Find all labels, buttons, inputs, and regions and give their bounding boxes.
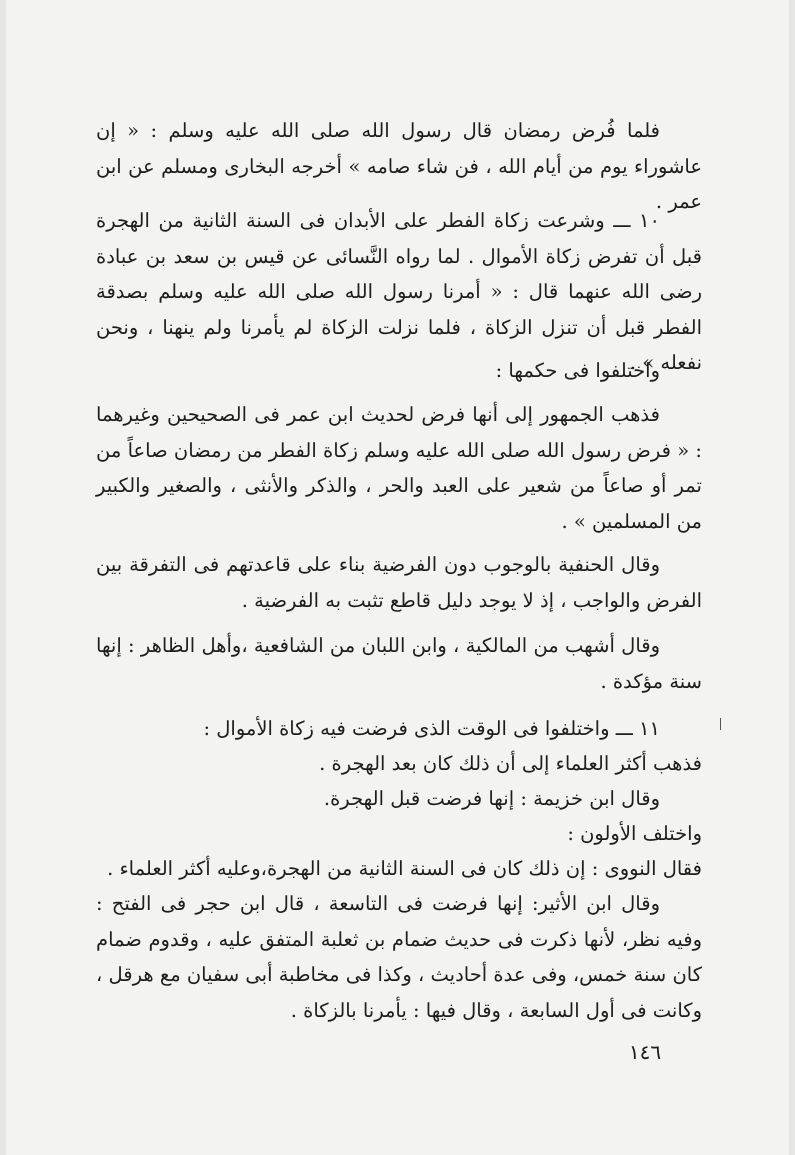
paragraph-hanafi-opinion: وقال الحنفية بالوجوب دون الفرضية بناء على قاعدتهم فى التفرقة بين الفرض والواجب ، إذ لا يوجد دليل قاطع تثبت به الفرضية . bbox=[96, 553, 702, 612]
paragraph-ruling-dispute-heading: واختلفوا فى حكمها : bbox=[495, 359, 660, 382]
paragraph-ibn-al-athir-opinion: وقال ابن الأثير: إنها فرضت فى التاسعة ، قال ابن حجر فى الفتح : وفيه نظر، لأنها ذكرت فى حديث ضمام بن ثعلبة المتفق عليه ، وقدوم ضمام كان سنة خمس، وفى عدة أحاديث ، وكذا فى مخاطبة أبى سفيان مع هرقل ، وكانت فى أول السابعة ، وقال فيها : يأمرنا بالزكاة . bbox=[96, 892, 702, 1022]
line-time-of-zakat-heading: ١١ ـــ واختلفوا فى الوقت الذى فرضت فيه زكاة الأموال : bbox=[203, 717, 660, 740]
line-nawawi-opinion: فقال النووى : إن ذلك كان فى السنة الثانية من الهجرة،وعليه أكثر العلماء . bbox=[107, 857, 702, 880]
scan-edge-right bbox=[789, 0, 795, 1155]
paragraph-majority-opinion: فذهب الجمهور إلى أنها فرض لحديث ابن عمر فى الصحيحين وغيرهما : « فرض رسول الله صلى الله عليه وسلم زكاة الفطر من رمضان صاعاً من تمر أو صاعاً من شعير على العبد والحر ، والذكر والأنثى ، والصغير والكبير من المسلمين » . bbox=[96, 403, 702, 533]
scan-edge-left bbox=[0, 0, 6, 1155]
line-ibn-khuzayma: وقال ابن خزيمة : إنها فرضت قبل الهجرة. bbox=[323, 787, 660, 810]
line-majority-after-hijra: فذهب أكثر العلماء إلى أن ذلك كان بعد الهجرة . bbox=[319, 752, 702, 775]
paragraph-ashhab-opinion: وقال أشهب من المالكية ، وابن اللبان من الشافعية ،وأهل الظاهر : إنها سنة مؤكدة . bbox=[96, 634, 702, 693]
margin-mark bbox=[720, 718, 721, 730]
page-number: ١٤٦ bbox=[628, 1040, 662, 1064]
paragraph-ashura: فلما فُرض رمضان قال رسول الله صلى الله عليه وسلم : « إن عاشوراء يوم من أيام الله ، فن شاء صامه » أخرجه البخارى ومسلم عن ابن عمر . bbox=[96, 119, 702, 213]
paragraph-zakat-al-fitr-legislation: ١٠ ـــ وشرعت زكاة الفطر على الأبدان فى السنة الثانية من الهجرة قبل أن تفرض زكاة الأموال . لما رواه النَّسائى عن قيس بن سعد بن عبادة رضى الله عنهما قال : « أمرنا رسول الله صلى الله عليه وسلم بصدقة الفطر قبل أن تنزل الزكاة ، فلما نزلت الزكاة لم يأمرنا ولم ينهنا ، ونحن نفعله » . bbox=[96, 209, 702, 374]
line-first-group-differed: واختلف الأولون : bbox=[567, 822, 702, 845]
